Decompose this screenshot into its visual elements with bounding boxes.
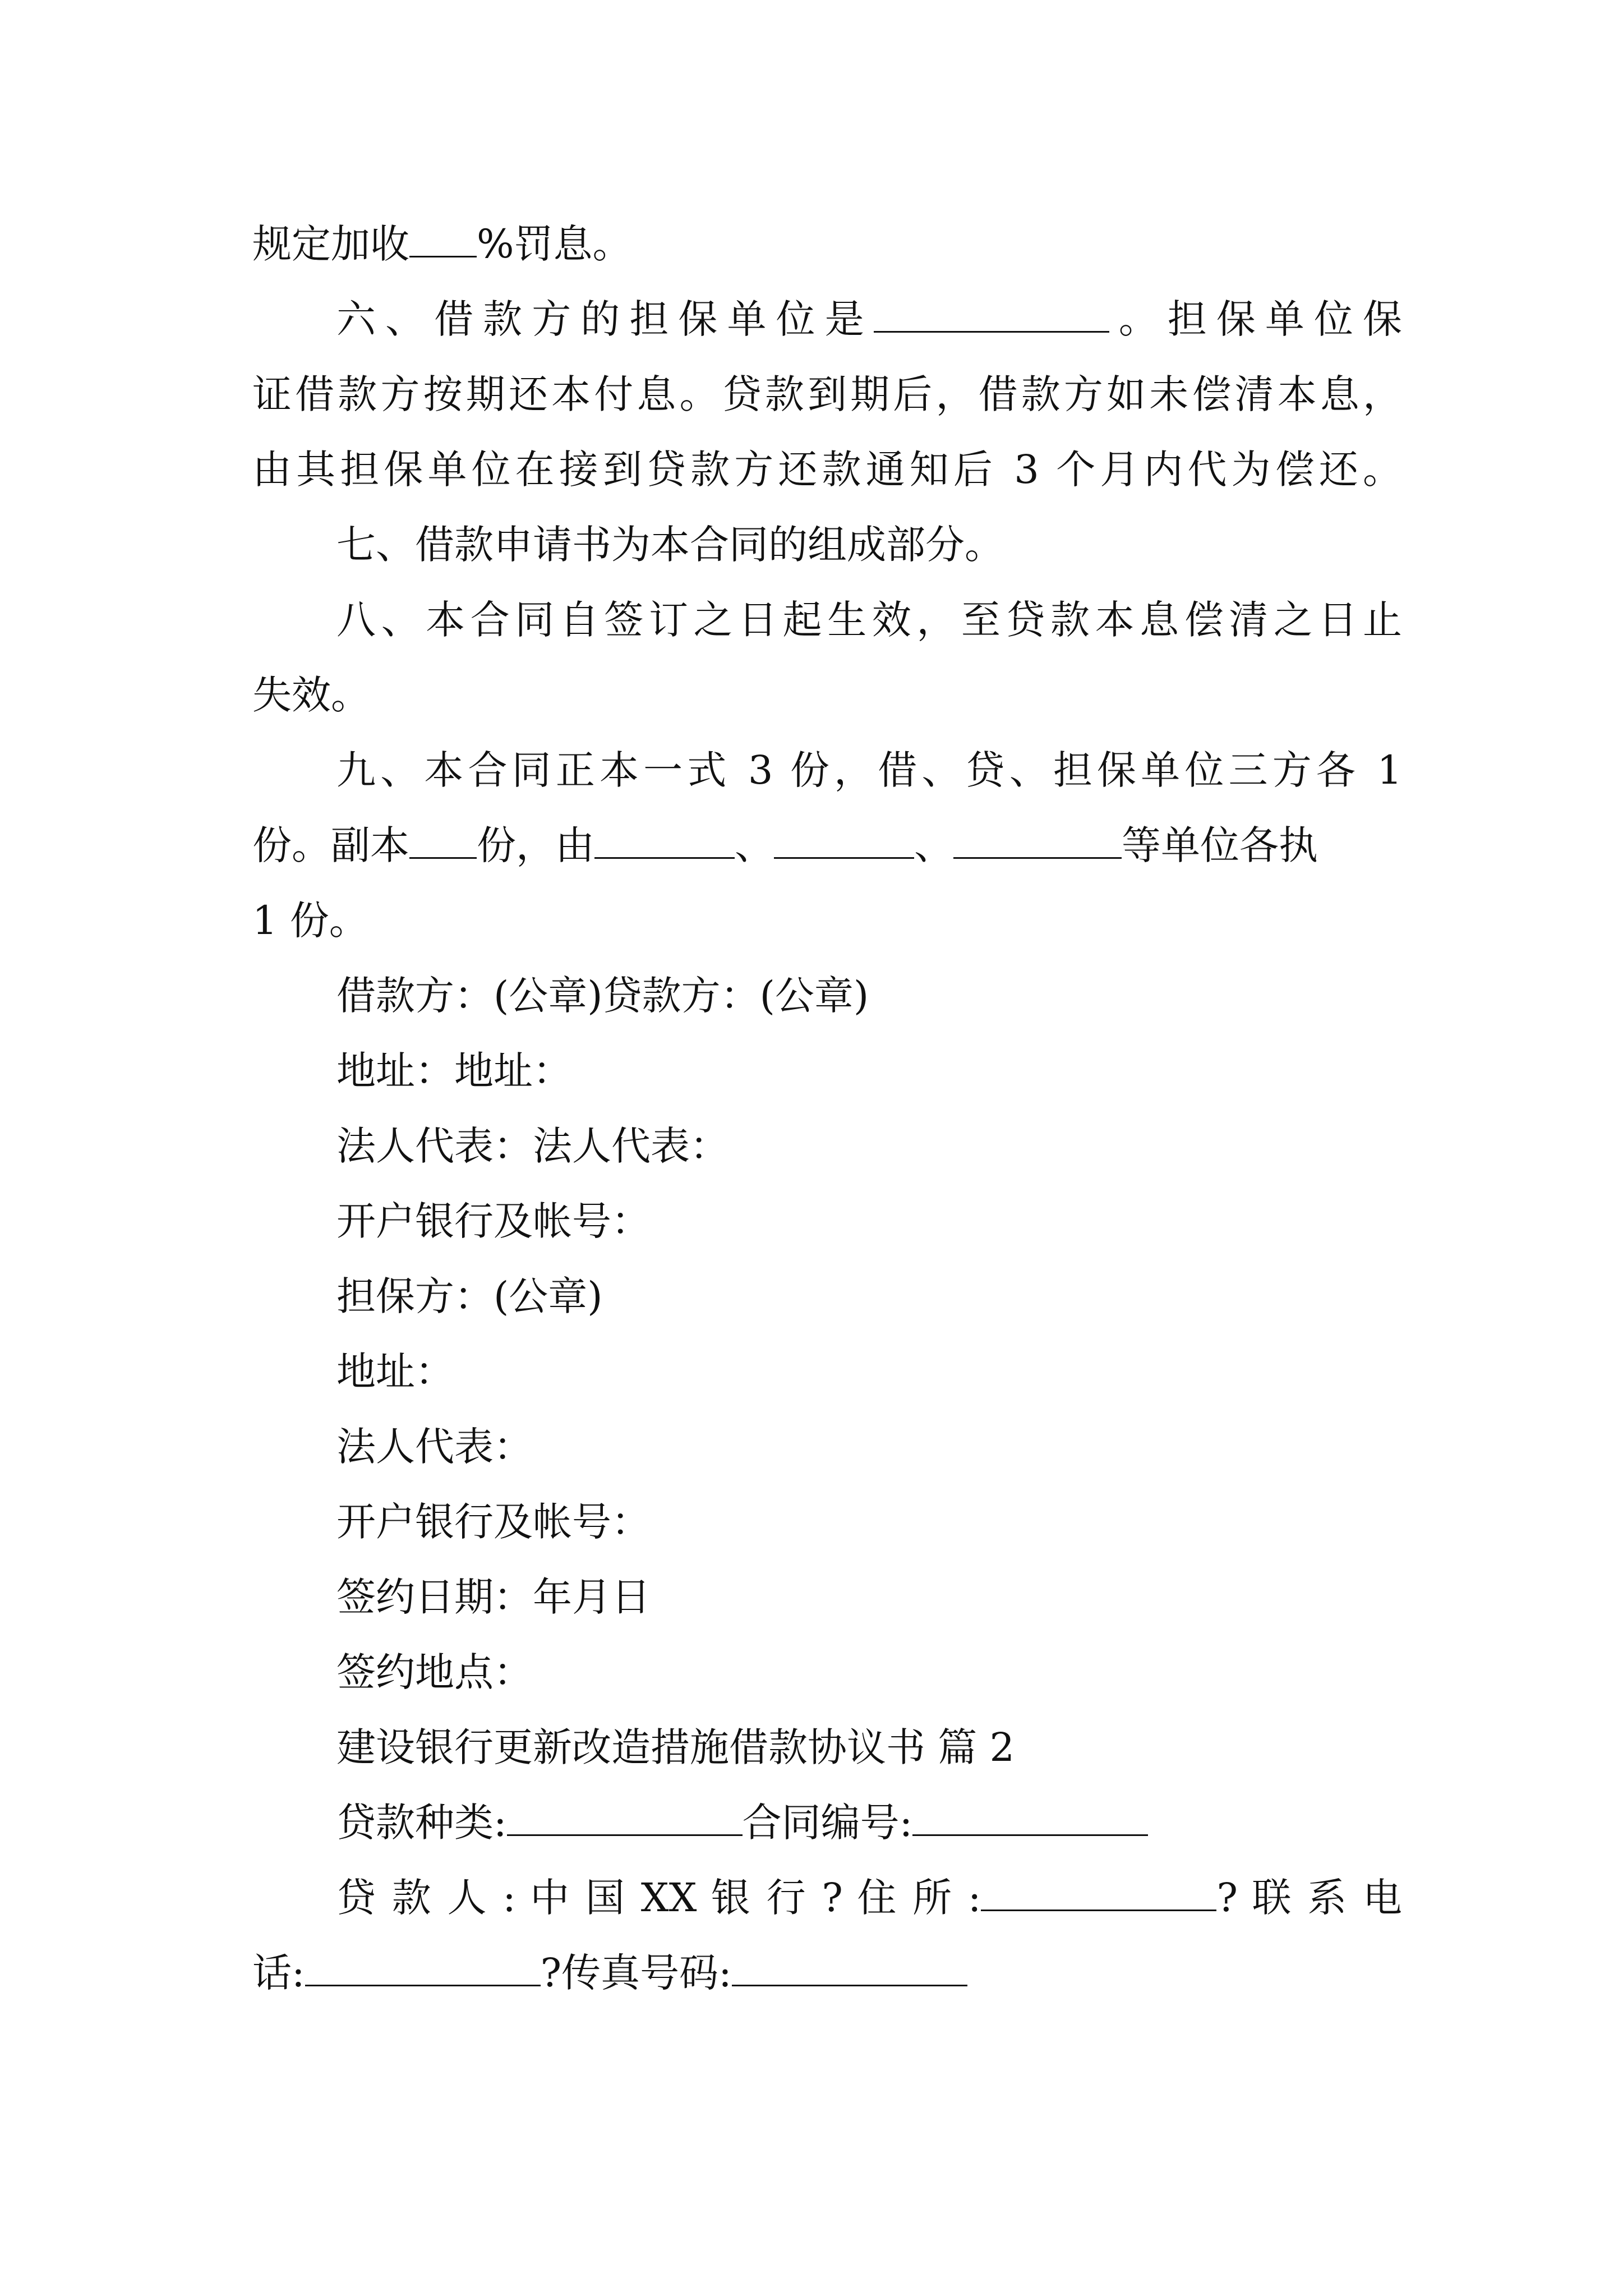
address-line: 地址：地址： [336, 1048, 572, 1094]
text-line-10: 1 份。 [252, 898, 368, 944]
loan-type-contract-no [336, 1797, 1402, 1848]
clause-seven-line: 七、借款申请书为本合同的组成部分。 [336, 522, 1004, 568]
clause-nine-line: 九、本合同正本一式 3 份，借、贷、担保单位三方各 1 [336, 747, 1402, 793]
text: 贷款种类: [336, 1800, 507, 1846]
lender-info-line [336, 1872, 1402, 1923]
text-line-9 [252, 820, 1402, 871]
text-line-1 [252, 219, 1402, 269]
fill-blank-unit-1 [594, 822, 735, 859]
text: 份。副本 [252, 822, 409, 868]
text: %罚息。 [477, 221, 632, 267]
text-line-7: 失效。 [252, 672, 370, 718]
fill-blank-fax [732, 1950, 967, 1986]
text: ? 联 系 电 [1216, 1875, 1402, 1921]
text: 、 [914, 822, 953, 868]
fill-blank [409, 221, 477, 257]
text: 贷 款 人 : 中 国 XX 银 行 ? 住 所 : [336, 1875, 981, 1921]
borrower-lender-seal: 借款方：(公章)贷款方：(公章) [336, 973, 869, 1019]
section-title: 建设银行更新改造措施借款协议书 篇 2 [336, 1724, 1015, 1770]
text: 份，由 [477, 822, 594, 868]
guarantor-bank-account: 开户银行及帐号： [336, 1499, 651, 1545]
signing-place: 签约地点： [336, 1649, 533, 1695]
fill-blank-address [981, 1875, 1216, 1911]
text: 合同编号: [742, 1800, 913, 1846]
fill-blank-copies [409, 822, 477, 859]
text: 等单位各执 [1122, 822, 1318, 868]
guarantor-legal-rep: 法人代表： [336, 1424, 533, 1470]
fill-blank-guarantor [874, 296, 1109, 333]
legal-rep-line: 法人代表：法人代表： [336, 1123, 729, 1169]
text: 六、借款方的担保单位是 [336, 296, 874, 342]
fill-blank-unit-3 [953, 822, 1122, 859]
text: 。担保单位保 [1109, 296, 1402, 342]
fill-blank-phone [305, 1950, 541, 1986]
guarantor-address: 地址： [336, 1349, 454, 1395]
fill-blank-contract-no [912, 1800, 1148, 1836]
text: ?传真号码: [540, 1950, 732, 1996]
text-line-4: 由其担保单位在接到贷款方还款通知后 3 个月内代为偿还。 [252, 447, 1402, 493]
bank-account-line: 开户银行及帐号： [336, 1198, 651, 1244]
phone-fax-line [252, 1948, 1402, 1998]
text-line-3: 证借款方按期还本付息。贷款到期后，借款方如未偿清本息， [252, 371, 1402, 417]
text: 、 [735, 822, 774, 868]
fill-blank-loan-type [507, 1800, 743, 1836]
text: 话: [252, 1950, 305, 1996]
guarantor-seal: 担保方：(公章) [336, 1273, 603, 1319]
fill-blank-unit-2 [774, 822, 914, 859]
signing-date: 签约日期：年月日 [336, 1574, 651, 1620]
clause-six-line [336, 294, 1402, 344]
text: 规定加收 [252, 221, 409, 267]
clause-eight-line: 八、本合同自签订之日起生效，至贷款本息偿清之日止 [336, 597, 1402, 643]
